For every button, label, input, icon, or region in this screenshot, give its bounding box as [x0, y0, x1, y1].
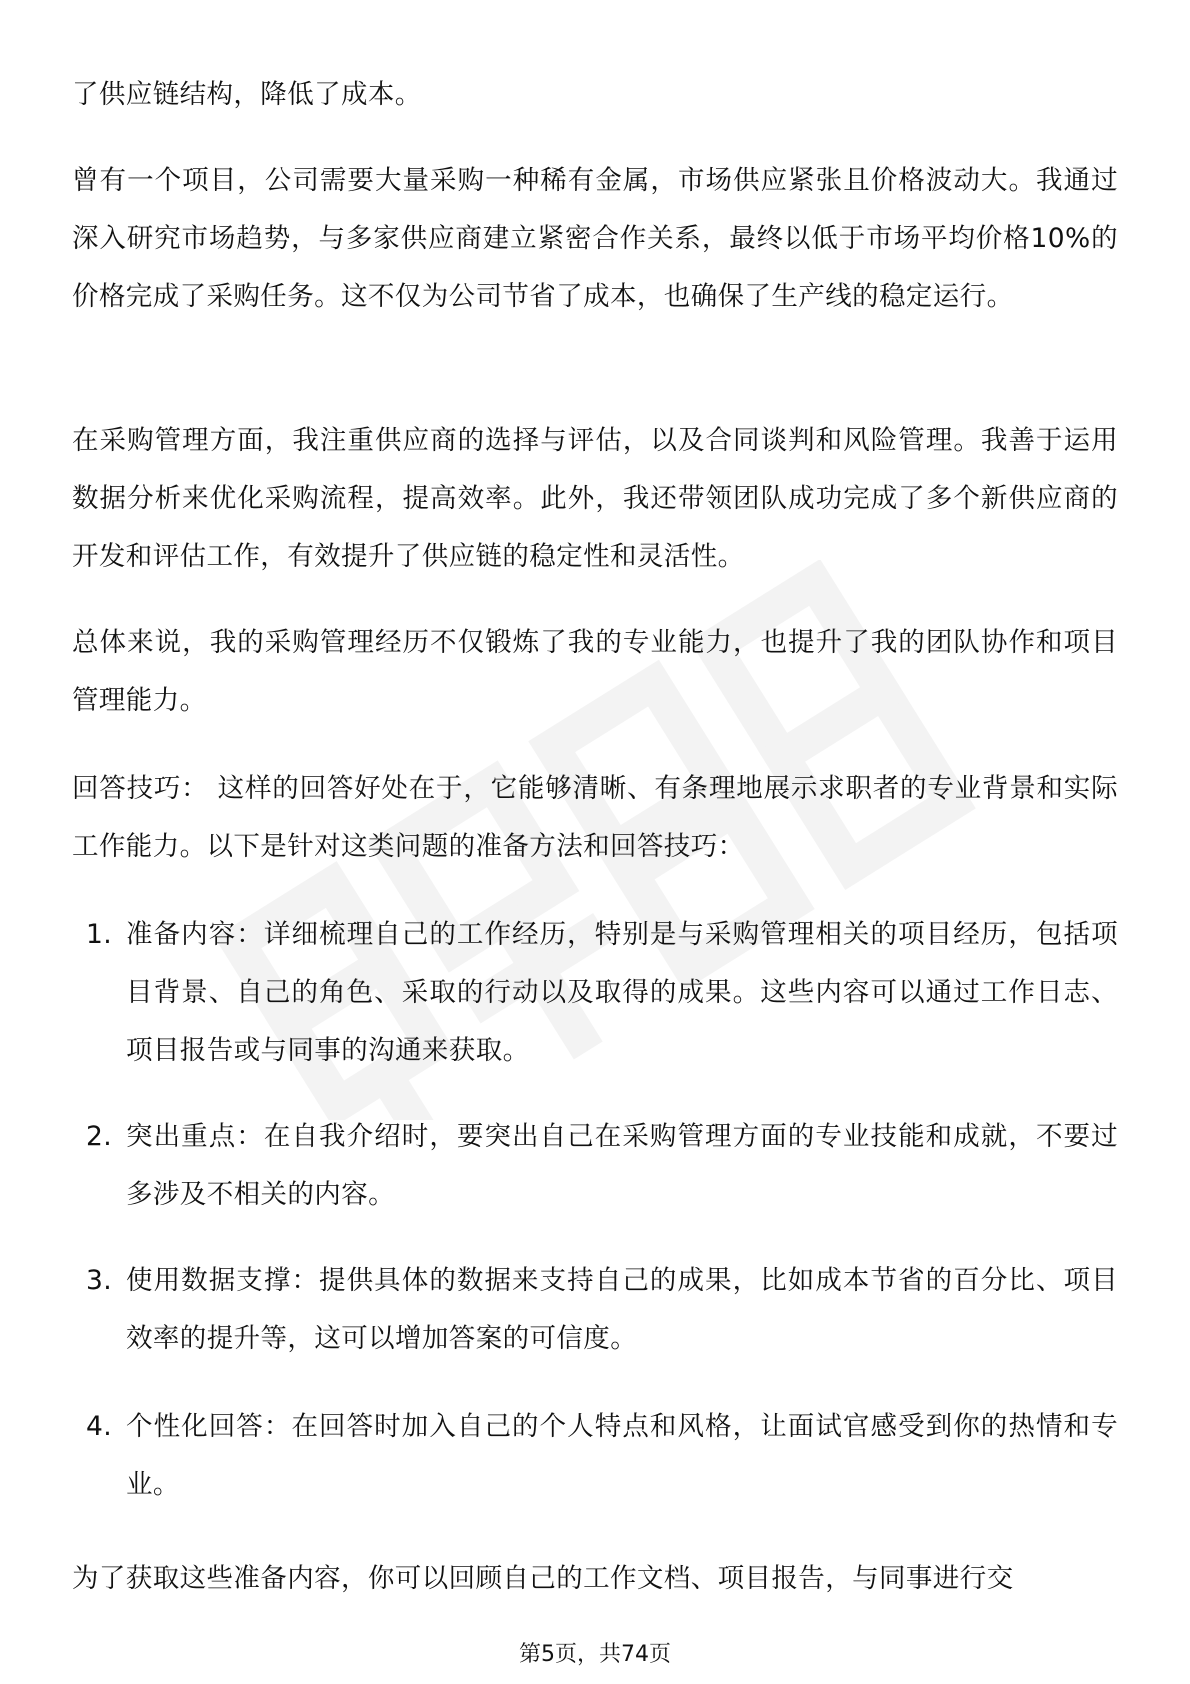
list-item-number: 2. [86, 1121, 113, 1152]
paragraph-supply-chain: 了供应链结构，降低了成本。 [72, 79, 422, 110]
list-item-text: 个性化回答：在回答时加入自己的个人特点和风格，让面试官感受到你的热情和专业。 [126, 1411, 1118, 1500]
list-item-number: 1. [86, 919, 113, 950]
paragraph-procurement-management: 在采购管理方面，我注重供应商的选择与评估，以及合同谈判和风险管理。我善于运用数据分析来优化采购流程，提高效率。此外，我还带领团队成功完成了多个新供应商的开发和评估工作，有效提升了供应链的稳定性和灵活性。 [72, 425, 1118, 572]
list-item-text: 准备内容：详细梳理自己的工作经历，特别是与采购管理相关的项目经历，包括项目背景、自己的角色、采取的行动以及取得的成果。这些内容可以通过工作日志、项目报告或与同事的沟通来获取。 [126, 919, 1118, 1066]
paragraph-rare-metal-project: 曾有一个项目，公司需要大量采购一种稀有金属，市场供应紧张且价格波动大。我通过深入研究市场趋势，与多家供应商建立紧密合作关系，最终以低于市场平均价格10%的价格完成了采购任务。这不仅为公司节省了成本，也确保了生产线的稳定运行。 [72, 165, 1118, 312]
list-item-number: 4. [86, 1411, 113, 1442]
paragraph-final: 为了获取这些准备内容，你可以回顾自己的工作文档、项目报告，与同事进行交 [72, 1563, 1014, 1594]
list-item-number: 3. [86, 1265, 113, 1296]
paragraph-summary: 总体来说，我的采购管理经历不仅锻炼了我的专业能力，也提升了我的团队协作和项目管理能力。 [72, 627, 1118, 716]
list-item-text: 突出重点：在自我介绍时，要突出自己在采购管理方面的专业技能和成就，不要过多涉及不相关的内容。 [126, 1121, 1118, 1210]
page-footer: 第5页，共74页 [519, 1642, 671, 1667]
document-page [72, 0, 1118, 1684]
paragraph-answer-tips: 回答技巧： 这样的回答好处在于，它能够清晰、有条理地展示求职者的专业背景和实际工作能力。以下是针对这类问题的准备方法和回答技巧： [72, 773, 1118, 862]
list-item-text: 使用数据支撑：提供具体的数据来支持自己的成果，比如成本节省的百分比、项目效率的提升等，这可以增加答案的可信度。 [126, 1265, 1118, 1354]
